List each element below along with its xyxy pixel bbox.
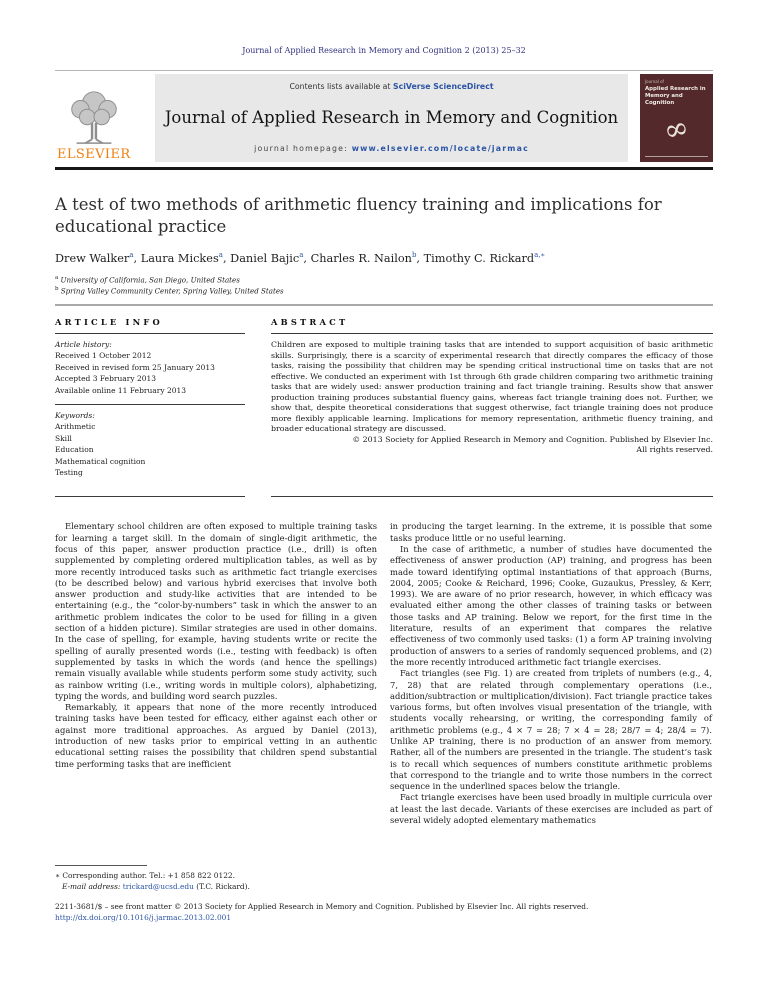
text-run: Remarkably, it appears that none of the more recently introduced training tasks have been tested for efficacy, either against each other or against more traditional approaches. As argued by	[55, 702, 377, 735]
author-name: Timothy C. Rickard	[423, 251, 535, 265]
body-paragraph	[55, 702, 377, 770]
article-history-block	[55, 334, 245, 404]
article-history-item: Available online 11 February 2013	[55, 385, 187, 395]
email-label: E-mail address:	[62, 882, 123, 892]
page	[55, 0, 713, 924]
infinity-ribbon-icon: ∞	[660, 109, 693, 150]
contents-prefix: Contents lists available at	[289, 82, 393, 91]
author-affiliation-ref[interactable]: a,∗	[534, 250, 546, 259]
info-abstract-section	[55, 317, 713, 497]
journal-title: Journal of Applied Research in Memory and Cognition	[164, 108, 619, 127]
journal-cover-thumbnail[interactable]	[640, 74, 713, 162]
article-history-list	[55, 350, 245, 396]
title-block-rule	[55, 304, 713, 306]
keywords-block	[55, 405, 245, 486]
author-separator: ,	[303, 251, 311, 265]
text-run: Fact triangles (see	[400, 668, 484, 679]
body-left-column	[55, 521, 377, 861]
keyword-item: Mathematical cognition	[55, 456, 146, 466]
corresponding-author-footnote	[55, 865, 358, 892]
keywords-list	[55, 421, 245, 478]
article-history-label: Article history:	[55, 340, 112, 350]
article-title: A test of two methods of arithmetic fluency training and implications for educational practice	[55, 195, 662, 236]
masthead-center-panel	[155, 74, 628, 162]
author-name: Daniel Bajic	[230, 251, 300, 265]
text-run: ) are created from triplets of numbers (e.g., 4, 7, 28) that are related through complementary operations (i.e., addition/subtraction or multiplication/division). Fact triangle practice takes various forms, but often involves visual presentation of the triangle, with students vocally rehearsing, or writing, the corresponding family of arithmetic problems (e.g., 4 × 7 = 28; 7 × 4 = 28; 28/7 = 4; 28/4 = 7). Unlike AP training, there is no production of an answer from memory. Rather, all of the numbers are presented in the triangle. The student’s task is to recall which sequences of numbers constitute arithmetic problems that correspond to the triangle and to write those numbers in the correct sequence in the underlined spaces below the triangle.	[390, 668, 712, 792]
affiliation-line	[55, 285, 713, 297]
affiliation-text: University of California, San Diego, United States	[58, 275, 240, 284]
author-affiliation-ref[interactable]: b	[411, 250, 417, 259]
email-link[interactable]: trickard@ucsd.edu	[122, 882, 194, 892]
author-affiliation-ref[interactable]: a	[218, 250, 223, 259]
affiliations	[55, 274, 713, 297]
author-separator: ,	[222, 251, 231, 265]
sciencedirect-link[interactable]: SciVerse ScienceDirect	[392, 82, 494, 91]
cover-kicker: Journal of	[645, 79, 664, 84]
author-separator: ,	[133, 251, 141, 265]
article-history-item: Received in revised form 25 January 2013	[55, 362, 215, 372]
affiliation-text: Spring Valley Community Center, Spring Valley, United States	[58, 286, 284, 296]
footnote-rule	[55, 865, 147, 866]
body-paragraph	[390, 668, 712, 792]
author-affiliation-ref[interactable]: a	[299, 250, 304, 259]
article-history-item: Accepted 3 February 2013	[55, 374, 157, 384]
text-run: In the case of arithmetic, a number of studies have documented the effectiveness of answer production (AP) training, and progress has been made toward identifying optimal instantiations of that approach (	[390, 543, 712, 577]
email-suffix: (T.C. Rickard).	[193, 882, 250, 892]
author-name: Charles R. Nailon	[310, 251, 412, 265]
affiliation-sup: a	[55, 274, 59, 281]
footnote-email-line	[55, 881, 358, 892]
keyword-item: Arithmetic	[55, 422, 96, 432]
author-affiliation-ref[interactable]: a	[129, 250, 134, 259]
text-run: Fact triangle exercises have been used broadly in multiple curricula over at least the last decade. Variants of these exercises are included as part of several widely adopted elementary mathematics	[390, 792, 712, 826]
footnote-line1: ∗ Corresponding author. Tel.: +1 858 822 0122.	[55, 871, 235, 881]
body-right-column	[390, 521, 712, 861]
body-paragraph	[390, 792, 712, 826]
text-run: ). We are aware of no prior research, however, in which efficacy was evaluated either among the other classes of training tasks or between those tasks and AP training. Below we report, for the first time in the literature, results of an experiment that compares the relative effectiveness of two commonly used tasks: (1) a form AP training involving production of answers to a series of randomly sequenced problems, and (2) the more recently introduced arithmetic fact triangle exercises.	[390, 589, 712, 667]
body-paragraph	[390, 544, 712, 668]
contents-line	[163, 82, 620, 91]
elsevier-logo[interactable]	[55, 74, 155, 162]
affiliation-line	[55, 274, 713, 286]
footer-line1: 2211-3681/$ – see front matter © 2013 Society for Applied Research in Memory and Cognition. Published by Elsevier Inc. All rights reserved.	[55, 901, 589, 911]
homepage-prefix: journal homepage:	[254, 144, 352, 153]
article-history-item: Received 1 October 2012	[55, 351, 152, 361]
abstract-heading: ABSTRACT	[271, 317, 349, 328]
doi-link[interactable]: http://dx.doi.org/10.1016/j.jarmac.2013.02.001	[55, 913, 232, 923]
author-name: Drew Walker	[55, 251, 130, 265]
keyword-item: Testing	[55, 467, 83, 477]
abstract-copyright-line1: © 2013 Society for Applied Research in Memory and Cognition. Published by Elsevier Inc.	[352, 434, 713, 444]
masthead-bottom-rule	[55, 167, 713, 170]
article-info-heading: ARTICLE INFO	[55, 317, 163, 328]
keyword-item: Skill	[55, 433, 72, 443]
author-line	[55, 251, 713, 265]
citation-link[interactable]: Daniel (2013)	[311, 724, 375, 735]
abstract-copyright-line2: All rights reserved.	[636, 445, 713, 455]
keyword-item: Education	[55, 445, 94, 455]
masthead	[55, 74, 713, 162]
cover-title: Applied Research in Memory and Cognition	[645, 86, 706, 106]
body-text	[55, 521, 713, 861]
abstract-column	[271, 317, 713, 497]
text-run: in producing the target learning. In the extreme, it is possible that some tasks produce little or no useful learning.	[390, 521, 712, 543]
abstract-text: Children are exposed to multiple training tasks that are intended to support acquisition of basic arithmetic skills. Surprisingly, there is a scarcity of experimental research that directly compares the efficacy of those tasks, raising the possibility that children may be spending critical instructional time on tasks that are not effective. We conducted an experiment with 1st through 6th grade children comparing two arithmetic training tasks that are widely used: answer production training and fact triangle training. Results show that answer production training produces substantial fluency gains, whereas fact triangle training does not. Further, we show that, despite theoretical considerations that suggest otherwise, fact triangle training does not produce more flexibly applicable learning. Implications for memory representation, arithmetic fluency training, and broader educational strategy are discussed.	[271, 340, 713, 434]
article-info-column	[55, 317, 245, 497]
homepage-line	[163, 144, 620, 153]
masthead-top-rule	[55, 70, 713, 71]
cover-footer-rule	[645, 156, 708, 157]
issn-copyright-footer	[55, 901, 713, 924]
text-run: , introduction of new tasks prior to empirical vetting in an authentic educational setting raises the possibility that children spend substantial time performing tasks that are inefficient	[55, 724, 377, 769]
citation-link[interactable]: Burns, 2004, 2005; Cooke & Reichard, 1996; Cooke, Guzaukus, Pressley, & Kerr, 1993	[390, 566, 712, 600]
elsevier-tree-icon	[63, 88, 125, 146]
keywords-label: Keywords:	[55, 411, 95, 420]
affiliation-sup: b	[55, 286, 59, 293]
author-name: Laura Mickes	[140, 251, 219, 265]
text-run: Elementary school children are often exposed to multiple training tasks for learning a target skill. In the domain of single-digit arithmetic, the focus of this paper, answer production practice (i.e., drill) is often supplemented by completing ordered multiplication tables, as well as by more recently introduced tasks such as arithmetic fact triangle exercises (to be described below) and various hybrid exercises that involve both answer production and study-like activities that are intended to be entertaining (e.g., the “color-by-numbers” task in which the answer to an arithmetic problem indicates the color to be used for filling in a given section of a hidden picture). Similar strategies are used in other domains. In the case of spelling, for example, having students write or recite the spelling of aurally presented words (i.e., testing with feedback) is often supplemented by tasks in which the words (and hence the spellings) remain visually available while students perform some study activity, such as rainbow writing (i.e., writing words in multiple colors), alphabetizing, typing the words, and building word search puzzles.	[55, 521, 377, 701]
homepage-url-link[interactable]: www.elsevier.com/locate/jarmac	[351, 144, 529, 153]
author-separator: ,	[416, 251, 424, 265]
elsevier-wordmark: ELSEVIER	[57, 147, 131, 162]
citation-link[interactable]: Fig. 1	[483, 668, 510, 679]
body-paragraph	[390, 521, 712, 544]
body-paragraph	[55, 521, 377, 702]
journal-reference-line: Journal of Applied Research in Memory and Cognition 2 (2013) 25–32	[242, 46, 526, 55]
